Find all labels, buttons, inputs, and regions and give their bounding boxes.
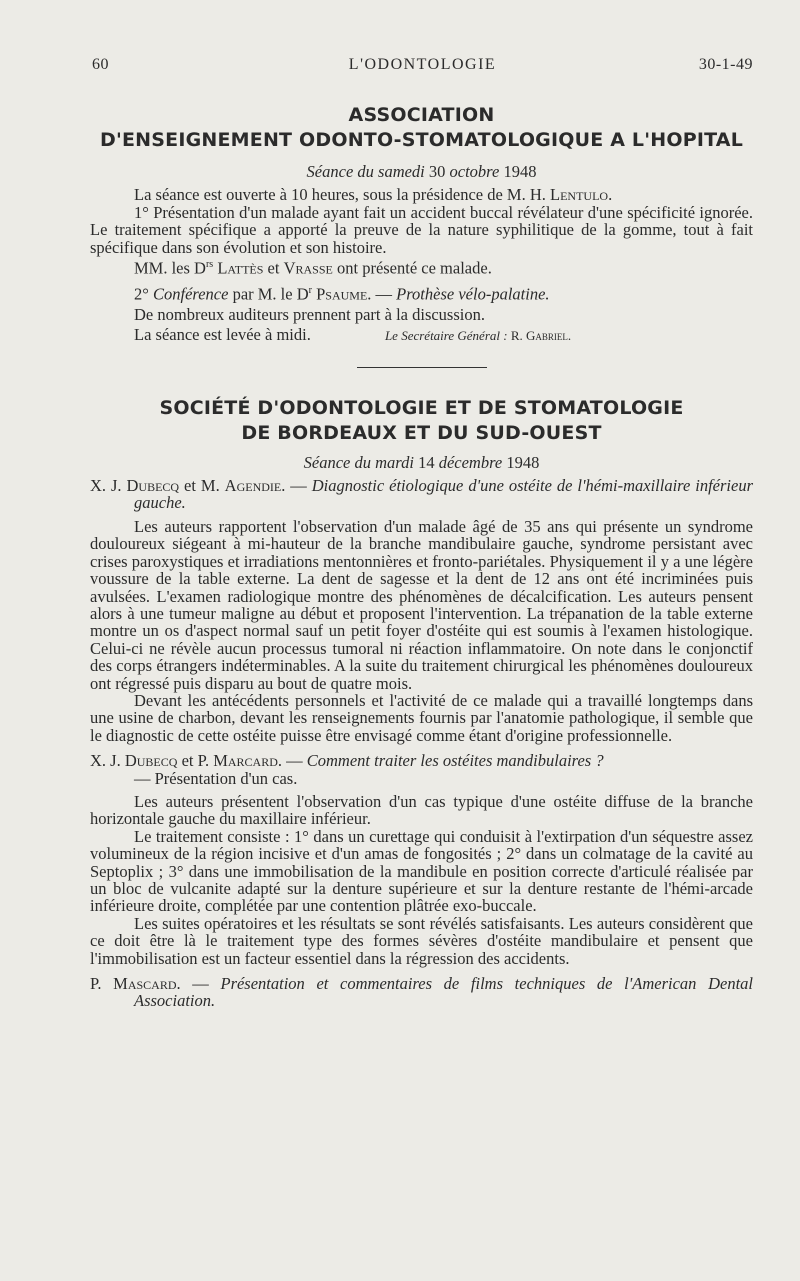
signature [385,328,571,343]
item1-paragraph: 1° Présentation d'un malade ayant fait un accident buccal révélateur d'une spécificité ignorée. Le traitement spécifique a apporté la preuve de la nature syphilitique de la gomme, tout à fait spécifique dans son évolution et son histoire. [90,202,753,257]
presenters-paragraph [90,256,753,277]
item2-par: par M. le D [232,284,309,304]
comm2-author2: Marcard [213,751,278,771]
seance-year: 1948 [503,162,537,181]
item2-num: 2° [134,284,149,304]
comm2-dash: . — [277,751,303,771]
comm2-et: et P. [181,751,210,771]
opening-paragraph: La séance est ouverte à 10 heures, sous la présidence de M. H. Lentulo. [134,185,613,205]
presenter1-name: Lattès [217,258,264,278]
signature-role: Le Secrétaire Général : [384,328,508,344]
seance-label: Séance du mardi [303,452,414,472]
seance-day: 30 [428,162,446,181]
section1-title-line1: ASSOCIATION [348,104,495,126]
section1-title-line2: D'ENSEIGNEMENT ODONTO-STOMATOLOGIQUE A L'HOPITAL [99,129,744,151]
issue-date: 30-1-49 [698,56,753,73]
section2-title-line1: SOCIÉTÉ D'ODONTOLOGIE ET DE STOMATOLOGIE [159,396,684,419]
comm1-author2: Agendie [224,476,282,496]
seance-label: Séance du samedi [306,162,425,181]
journal-title: L'ODONTOLOGIE [348,56,497,73]
presenters-end: ont présenté ce malade. [336,258,492,278]
presenters-et: et [267,258,280,278]
signature-name: R. Gabriel. [510,328,572,344]
closing-paragraph [90,326,753,344]
comm2-paragraph1: Les auteurs présentent l'observation d'un cas typique d'une ostéite diffuse de la branche horizontale gauche du maxillaire inférieur. [90,791,753,829]
presenters-sup: rs [205,259,214,271]
comm3-heading [90,975,753,1010]
page-content [90,103,753,1010]
president-name: Lentulo [550,185,609,205]
comm3-title: Présentation et commentaires de films techniques de l'American Dental Association. [134,974,753,1011]
comm1-paragraph1: Les auteurs rapportent l'observation d'un malade âgé de 35 ans qui présente un syndrome douloureux siégeant à mi-hauteur de la branche mandibulaire gauche, syndrome persistant avec crises paroxystiques et irradiations mentonnières et fronto-pariétales. Physiquement il y a une légère voussure de la table externe. La dent de sagesse et la dent de 12 ans ont été incriminées puis avulsées. L'examen radiologique montre des phénomènes de décalcification. Les auteurs pensent alors à une tumeur maligne au début et proposent l'intervention. La trépanation de la table externe montre un os d'aspect normal sauf un petit foyer d'ostéite qui est soumis à l'examen histologique. Celui-ci ne révèle aucun processus tumoral ni réaction inflammatoire. On note dans le conjonctif des corps étrangers indéterminables. A la suite du traitement chirurgical les phénomènes douloureux ont régressé puis disparu au bout de quatre mois. [90,516,753,693]
section1-seance [90,163,753,180]
closing-text: La séance est levée à midi. [134,325,311,345]
item2-title: Prothèse vélo-palatine. [396,284,550,304]
seance-month: octobre [449,162,500,181]
seance-day: 14 [418,452,435,472]
item2-sup: r [308,284,312,296]
discussion-paragraph: De nombreux auditeurs prennent part à la discussion. [134,304,485,324]
comm2-title: Comment traiter les ostéites mandibulaires ? [306,751,604,771]
item2-dash: . — [367,284,393,304]
item2-paragraph [90,282,753,303]
section2-title-line2: DE BORDEAUX ET DU SUD-OUEST [241,421,602,444]
item2-speaker: Psaume [316,284,368,304]
presenters-mm: MM. les D [134,258,206,278]
comm1-paragraph2: Devant les antécédents personnels et l'activité de ce malade qui a travaillé longtemps dans une usine de charbon, devant les renseignements fournis par l'anatomie pathologique, il semble que le diagnostic de cette ostéite puisse être envisagé comme étant d'origine professionnelle. [90,690,753,745]
presenter2-name: Vrasse [283,258,333,278]
comm2-heading [90,752,753,787]
comm1-dash: . — [281,476,307,496]
page-header [92,56,753,78]
comm1-et: et M. [184,476,220,496]
comm3-author: Mascard [113,974,177,994]
comm1-heading [90,477,753,512]
item2-conference: Conférence [152,284,229,304]
comm2-author1: Dubecq [124,751,178,771]
seance-month: décembre [438,452,503,472]
comm3-prefix: P. [90,974,102,994]
page-number: 60 [92,56,109,73]
opening-text: La séance est ouverte à 10 heures, sous la présidence de M. H. [134,185,546,205]
comm2-subtitle: — Présentation d'un cas. [134,768,298,788]
comm2-prefix: X. J. [90,751,121,771]
comm1-prefix: X. J. [90,476,122,496]
section2-seance [90,454,753,471]
comm2-paragraph2: Le traitement consiste : 1° dans un curettage qui conduisit à l'extirpation d'un séquestre assez volumineux de la région incisive et d'un amas de fongosités ; 2° dans un colmatage de la cavité au Septoplix ; 3° dans une immobilisation de la mandibule en position correcte d'articulé réalisée par un bloc de vulcanite adapté sur la denture supérieure et sur la denture restante de l'hémi-arcade inférieure droite, complétée par une contention plâtrée exo-buccale. [90,826,753,916]
comm1-title: Diagnostic étiologique d'une ostéite de l'hémi-maxillaire inférieur gauche. [134,476,753,513]
section-divider [357,367,487,368]
comm3-dash: . — [176,974,209,994]
seance-year: 1948 [506,452,540,472]
comm2-paragraph3: Les suites opératoires et les résultats se sont révélés satisfaisants. Les auteurs considèrent que ce doit être là le traitement type des formes sévères d'ostéite mandibulaire et pensent que l'immobilisation est un facteur essentiel dans la régression des accidents. [90,913,753,968]
comm1-author1: Dubecq [126,476,180,496]
